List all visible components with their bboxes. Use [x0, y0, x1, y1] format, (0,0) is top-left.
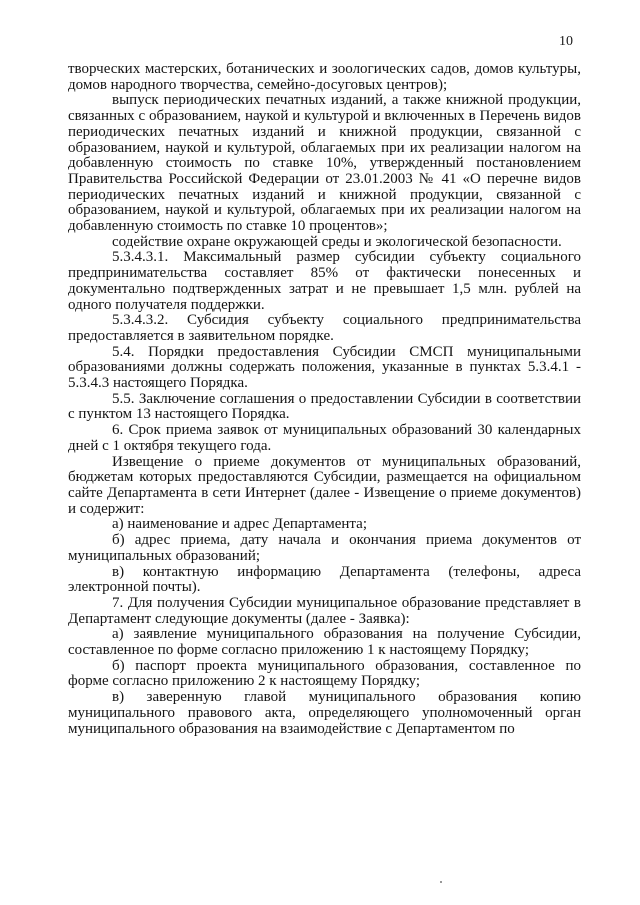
scan-speck — [440, 881, 442, 883]
paragraph: 5.5. Заключение соглашения о предоставлении Субсидии в соответствии с пунктом 13 настоящего Порядка. — [68, 390, 581, 423]
paragraph: 5.4. Порядки предоставления Субсидии СМСП муниципальными образованиями должны содержать положения, указанные в пунктах 5.3.4.1 - 5.3.4.3 настоящего Порядка. — [68, 343, 581, 392]
list-item: в) заверенную главой муниципального образования копию муниципального правового акта, определяющего уполномоченный орган муниципального образования на взаимодействие с Департаментом по — [68, 689, 581, 737]
paragraph: содействие охране окружающей среды и экологической безопасности. — [112, 233, 562, 250]
list-item: в) контактную информацию Департамента (телефоны, адреса электронной почты). — [68, 563, 581, 596]
list-item: б) паспорт проекта муниципального образования, составленное по форме согласно приложению 2 к настоящему Порядку; — [68, 657, 581, 690]
list-item: а) наименование и адрес Департамента; — [112, 516, 367, 533]
paragraph: 5.3.4.3.2. Субсидия субъекту социального предпринимательства предоставляется в заявительном порядке. — [68, 312, 581, 344]
document-body — [68, 62, 581, 737]
paragraph: выпуск периодических печатных изданий, а также книжной продукции, связанных с образованием, наукой и культурой и включенных в Перечень видов периодических печатных изданий и книжной продукции, связанной с образованием, наукой и культурой, облагаемых при их реализации налогом на добавленную стоимость по ставке 10%, утвержденный постановлением Правительства Российской Федерации от 23.01.2003 № 41 «О перечне видов периодических печатных изданий и книжной продукции, связанной с образованием, наукой и культурой, облагаемых при их реализации налогом на добавленную стоимость по ставке 10 процентов»; — [68, 92, 581, 235]
list-item: а) заявление муниципального образования на получение Субсидии, составленное по форме согласно приложению 1 к настоящему Порядку; — [68, 626, 581, 659]
paragraph: творческих мастерских, ботанических и зоологических садов, домов культуры, домов народного творчества, семейно-досуговых центров); — [68, 61, 581, 93]
page-number: 10 — [559, 34, 573, 49]
paragraph: 7. Для получения Субсидии муниципальное образование представляет в Департамент следующие документы (далее - Заявка): — [68, 594, 581, 627]
paragraph: 5.3.4.3.1. Максимальный размер субсидии субъекту социального предпринимательства составляет 85% от фактически понесенных и документально подтвержденных затрат и не превышает 1,5 млн. рублей на одного получателя поддержки. — [68, 249, 581, 313]
paragraph: Извещение о приеме документов от муниципальных образований, бюджетам которых предоставляются Субсидии, размещается на официальном сайте Департамента в сети Интернет (далее - Извещение о приеме документов) и содержит: — [68, 453, 581, 517]
list-item: б) адрес приема, дату начала и окончания приема документов от муниципальных образований; — [68, 532, 581, 564]
paragraph: 6. Срок приема заявок от муниципальных образований 30 календарных дней с 1 октября текущего года. — [68, 422, 581, 454]
